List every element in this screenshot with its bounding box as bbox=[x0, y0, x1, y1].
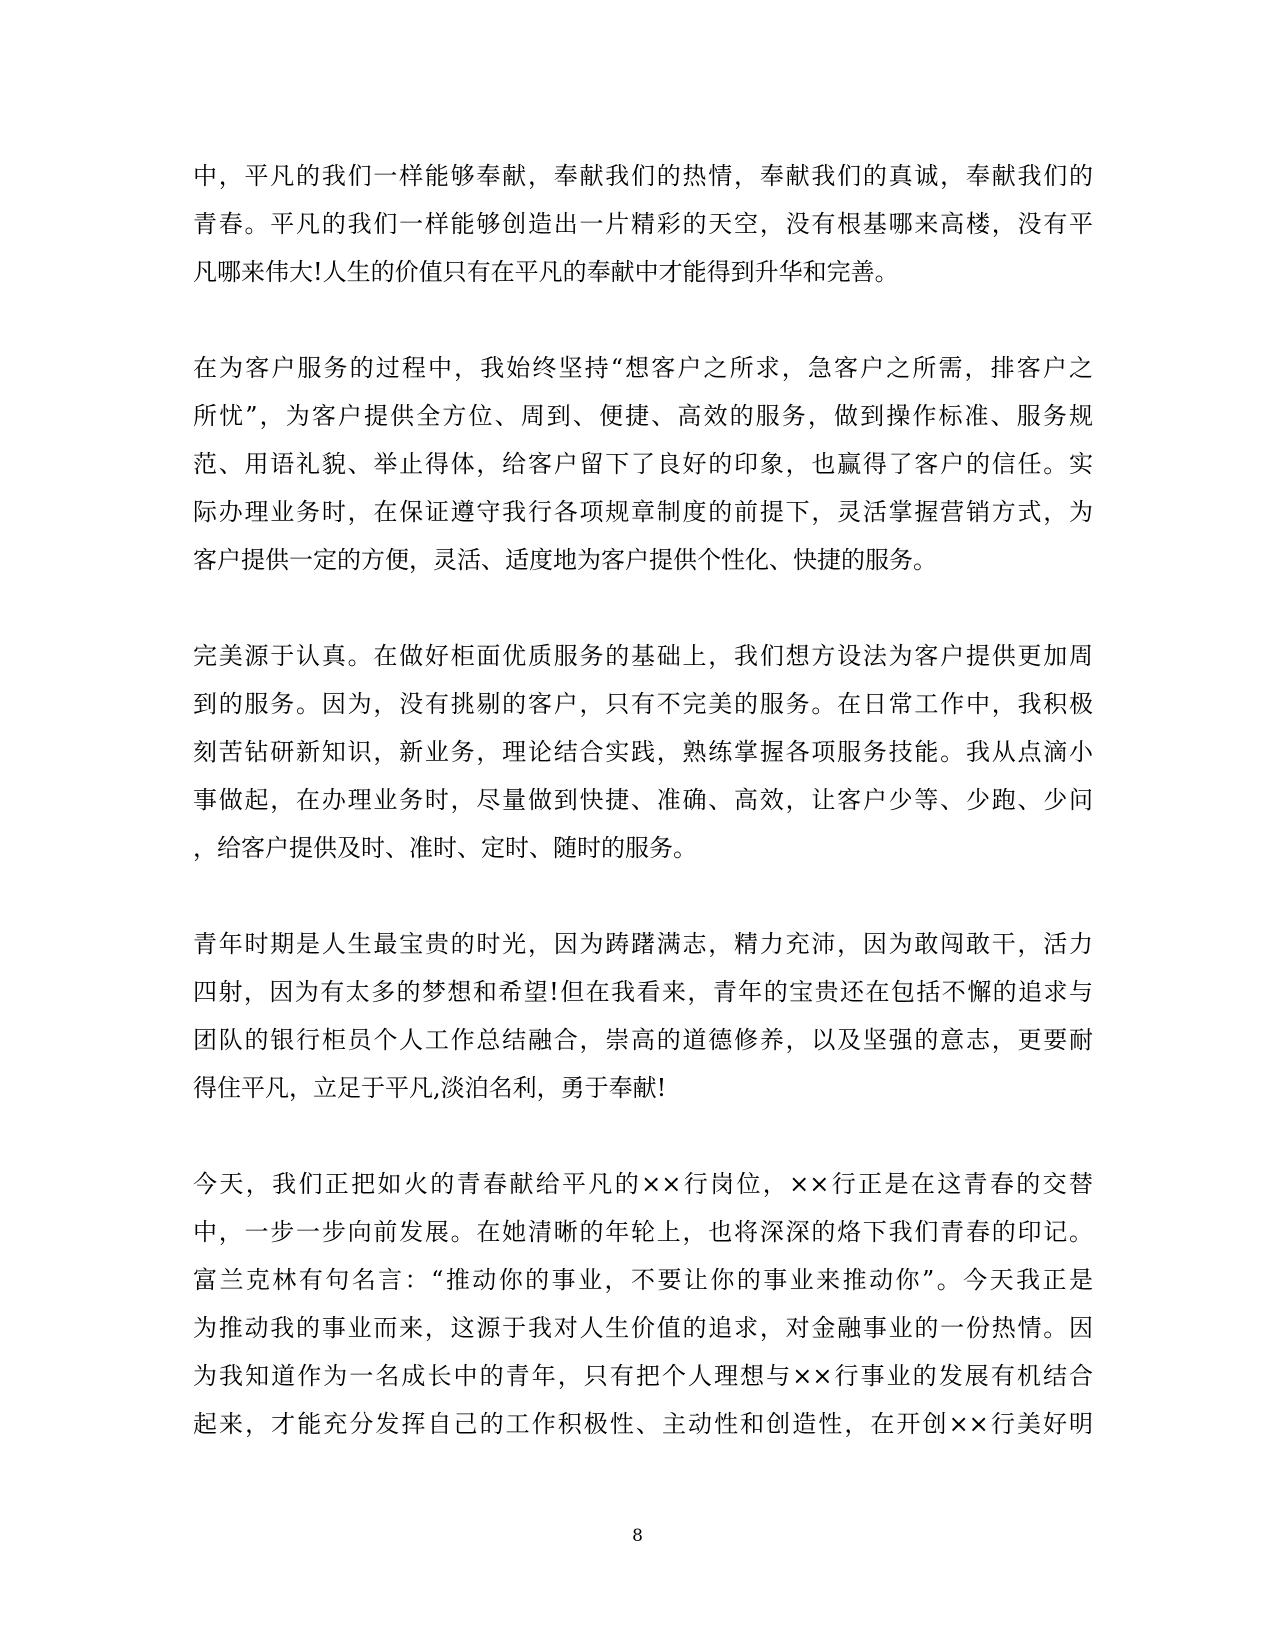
text-line: 完美源于认真。在做好柜面优质服务的基础上，我们想方设法为客户提供更加周 bbox=[193, 642, 1093, 670]
text-line: 刻苦钻研新知识，新业务，理论结合实践，熟练掌握各项服务技能。我从点滴小 bbox=[193, 738, 1093, 766]
text-line: 际办理业务时，在保证遵守我行各项规章制度的前提下，灵活掌握营销方式，为 bbox=[193, 498, 1093, 526]
text-line: 为推动我的事业而来，这源于我对人生价值的追求，对金融事业的一份热情。因 bbox=[193, 1314, 1093, 1342]
text-line: 范、用语礼貌、举止得体，给客户留下了良好的印象，也赢得了客户的信任。实 bbox=[193, 450, 1093, 478]
text-line: 得住平凡，立足于平凡,淡泊名利，勇于奉献! bbox=[193, 1074, 667, 1102]
text-line: 团队的银行柜员个人工作总结融合，崇高的道德修养，以及坚强的意志，更要耐 bbox=[193, 1026, 1093, 1054]
text-line: 富兰克林有句名言：“推动你的事业，不要让你的事业来推动你”。今天我正是 bbox=[193, 1266, 1093, 1294]
text-line: 事做起，在办理业务时，尽量做到快捷、准确、高效，让客户少等、少跑、少问 bbox=[193, 786, 1093, 814]
paragraph-3 bbox=[193, 632, 1093, 872]
text-line: 到的服务。因为，没有挑剔的客户，只有不完美的服务。在日常工作中，我积极 bbox=[193, 690, 1093, 718]
text-line: 今天，我们正把如火的青春献给平凡的××行岗位，××行正是在这青春的交替 bbox=[193, 1170, 1093, 1198]
paragraph-4 bbox=[193, 920, 1093, 1112]
text-line: 客户提供一定的方便，灵活、适度地为客户提供个性化、快捷的服务。 bbox=[193, 546, 937, 574]
text-line: 青春。平凡的我们一样能够创造出一片精彩的天空，没有根基哪来高楼，没有平 bbox=[193, 210, 1093, 238]
text-line: ，给客户提供及时、准时、定时、随时的服务。 bbox=[193, 834, 697, 862]
paragraph-1 bbox=[193, 152, 1093, 296]
text-line: 凡哪来伟大!人生的价值只有在平凡的奉献中才能得到升华和完善。 bbox=[193, 258, 899, 286]
text-line: 四射，因为有太多的梦想和希望!但在我看来，青年的宝贵还在包括不懈的追求与 bbox=[193, 978, 1093, 1006]
paragraph-5 bbox=[193, 1160, 1093, 1448]
text-line: 中，一步一步向前发展。在她清晰的年轮上，也将深深的烙下我们青春的印记。 bbox=[193, 1218, 1093, 1246]
paragraph-2 bbox=[193, 344, 1093, 584]
text-line: 所忧”，为客户提供全方位、周到、便捷、高效的服务，做到操作标准、服务规 bbox=[193, 402, 1093, 430]
text-line: 为我知道作为一名成长中的青年，只有把个人理想与××行事业的发展有机结合 bbox=[193, 1362, 1093, 1390]
page-number: 8 bbox=[632, 1526, 643, 1546]
text-line: 起来，才能充分发挥自己的工作积极性、主动性和创造性，在开创××行美好明 bbox=[193, 1410, 1093, 1438]
text-line: 青年时期是人生最宝贵的时光，因为踌躇满志，精力充沛，因为敢闯敢干，活力 bbox=[193, 930, 1093, 958]
text-line: 在为客户服务的过程中，我始终坚持“想客户之所求，急客户之所需，排客户之 bbox=[193, 354, 1093, 382]
body-text bbox=[193, 152, 1093, 1496]
text-line: 中，平凡的我们一样能够奉献，奉献我们的热情，奉献我们的真诚，奉献我们的 bbox=[193, 162, 1093, 190]
